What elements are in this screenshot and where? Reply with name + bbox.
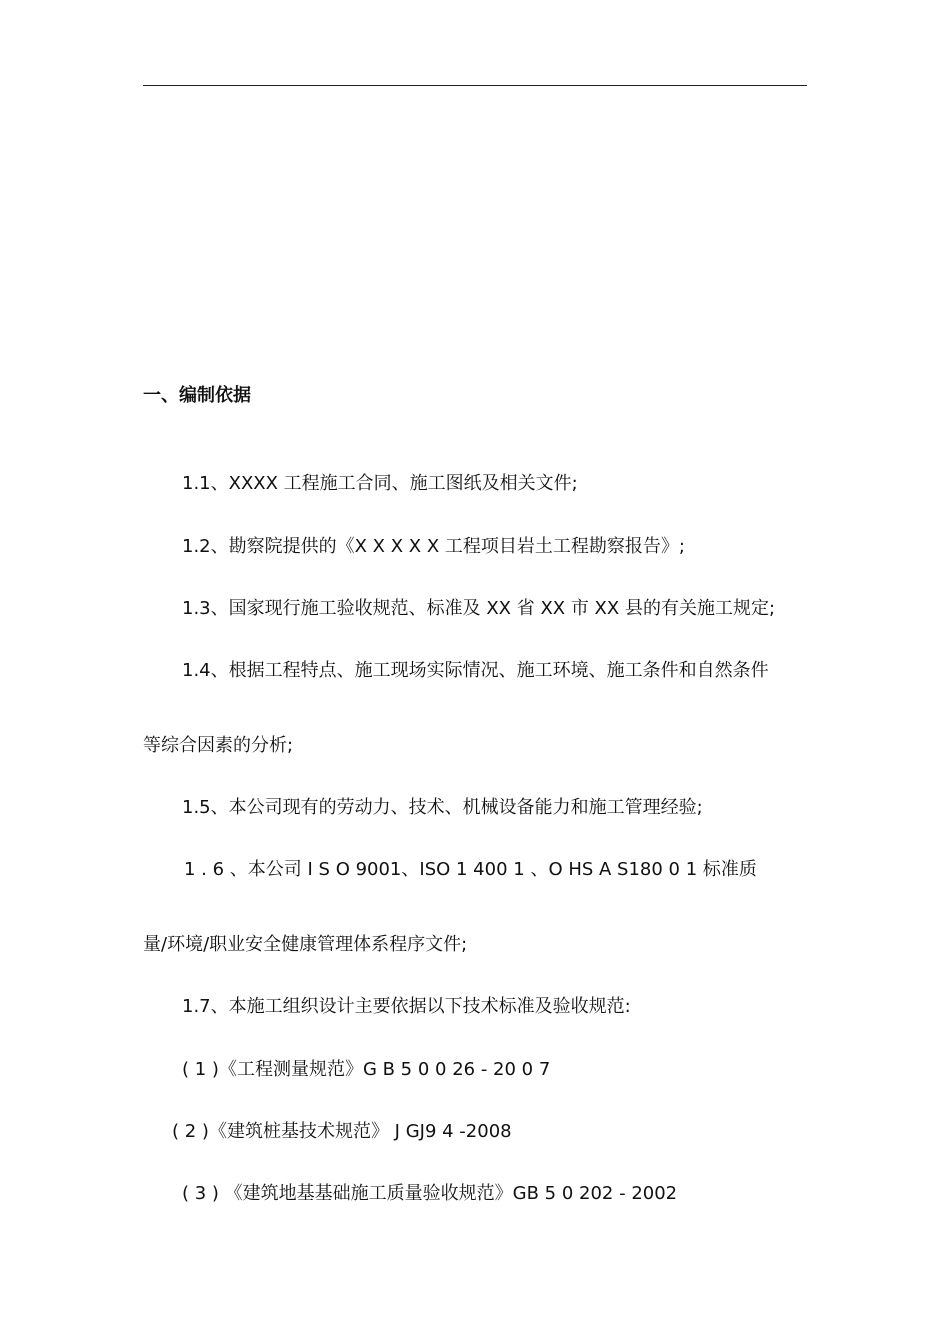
standard-2: ( 2 )《建筑桩基技术规范》 J GJ9 4 -2008 (172, 1121, 512, 1142)
item-1-3: 1.3、国家现行施工验收规范、标准及 XX 省 XX 市 XX 县的有关施工规定; (182, 598, 776, 619)
item-1-5: 1.5、本公司现有的劳动力、技术、机械设备能力和施工管理经验; (182, 797, 703, 818)
header-rule (143, 85, 807, 86)
section-heading: 一、编制依据 (143, 385, 251, 406)
item-1-6: 1 . 6 、本公司 I S O 9001、ISO 1 400 1 、O HS A S180 0 1 标准质 (184, 859, 757, 880)
item-1-1: 1.1、XXXX 工程施工合同、施工图纸及相关文件; (182, 473, 578, 494)
item-1-4-continued: 等综合因素的分析; (143, 735, 294, 756)
item-1-7: 1.7、本施工组织设计主要依据以下技术标准及验收规范: (182, 996, 631, 1017)
item-1-6-continued: 量/环境/职业安全健康管理体系程序文件; (143, 934, 468, 955)
standard-1: ( 1 )《工程测量规范》G B 5 0 0 26 - 20 0 7 (182, 1059, 551, 1080)
standard-3: ( 3 ) 《建筑地基基础施工质量验收规范》GB 5 0 202 - 2002 (182, 1183, 678, 1204)
item-1-4: 1.4、根据工程特点、施工现场实际情况、施工环境、施工条件和自然条件 (182, 660, 769, 681)
item-1-2: 1.2、勘察院提供的《X X X X X 工程项目岩土工程勘察报告》; (182, 536, 685, 557)
